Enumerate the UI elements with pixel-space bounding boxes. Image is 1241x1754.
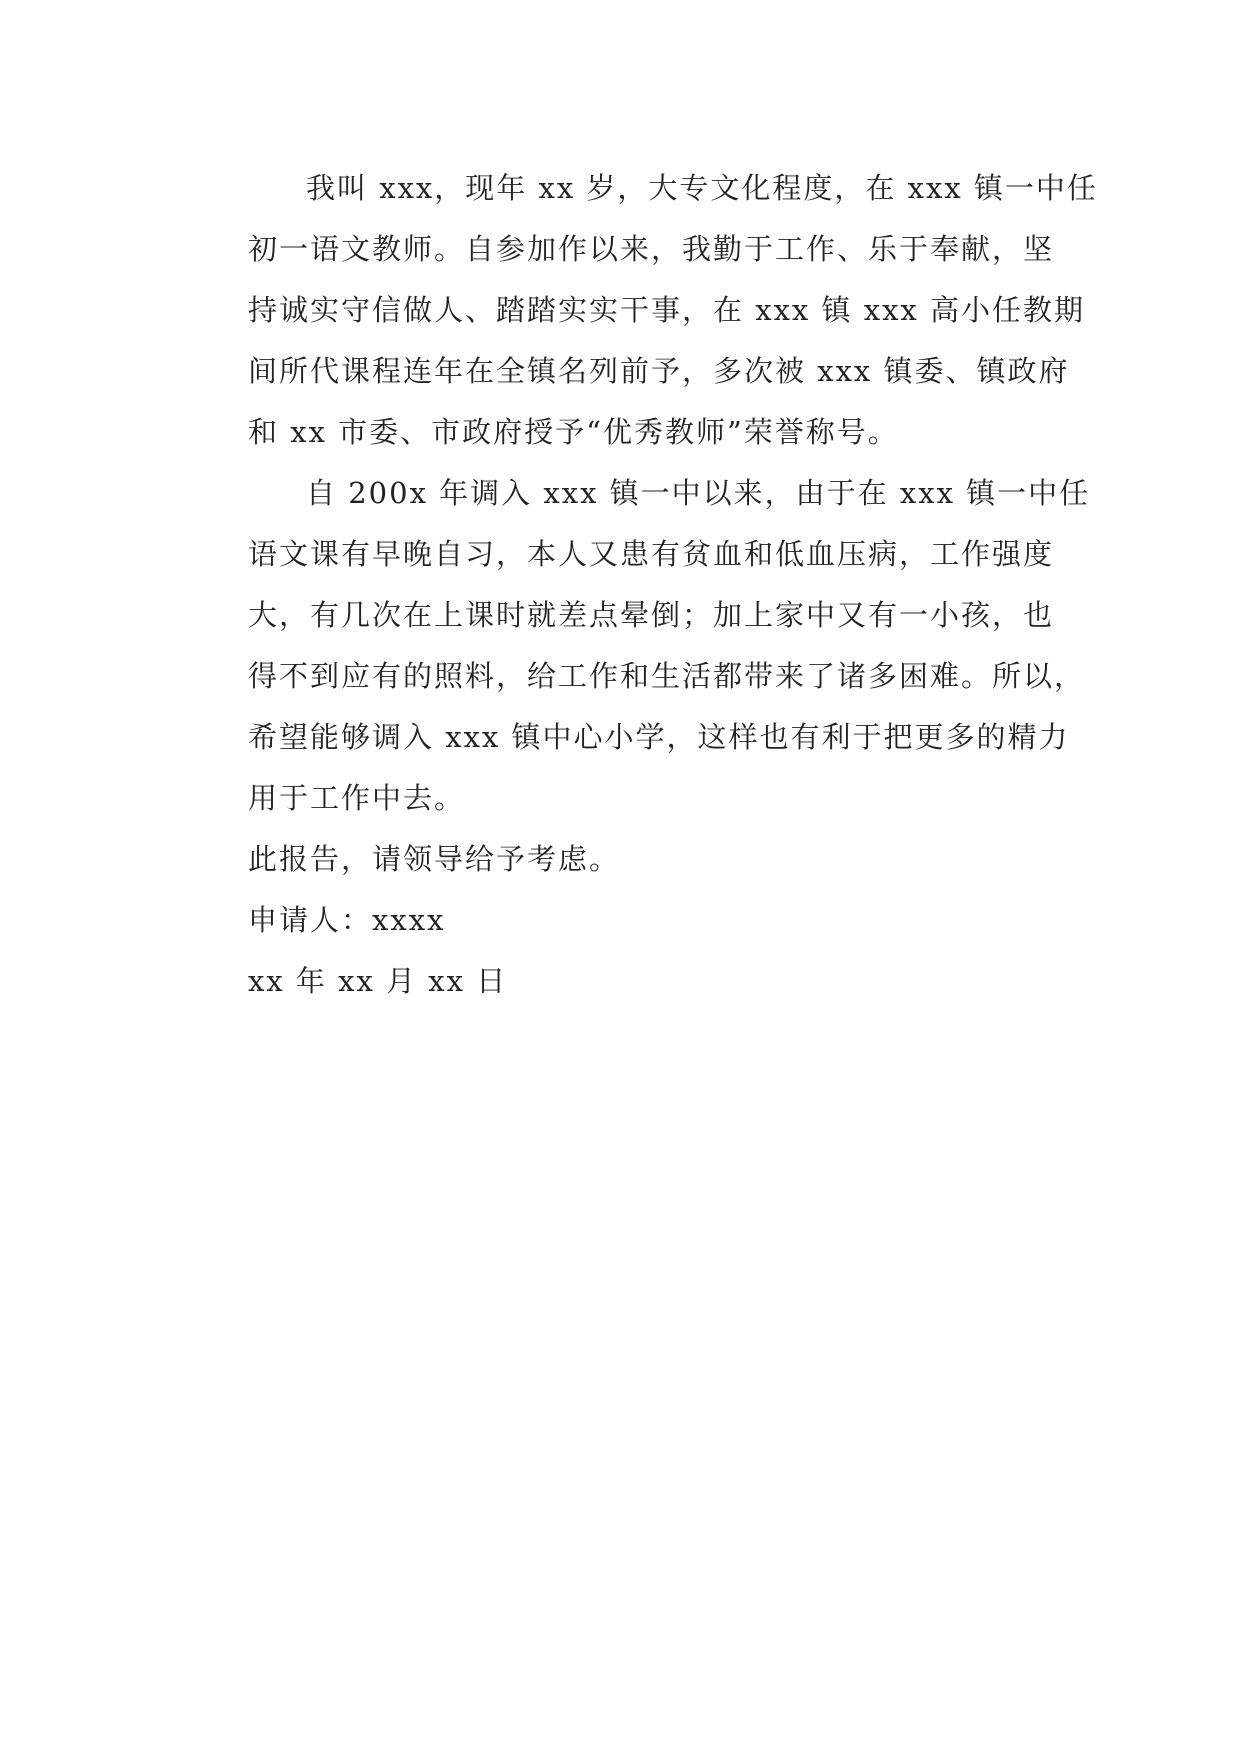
paragraph-line: 初一语文教师。自参加作以来，我勤于工作、乐于奉献，坚	[248, 232, 1055, 266]
paragraph-line: 得不到应有的照料，给工作和生活都带来了诸多困难。所以，	[248, 659, 1086, 693]
paragraph-reason	[190, 463, 1091, 829]
closing-request: 此报告，请领导给予考虑。	[248, 842, 621, 876]
paragraph-line: 希望能够调入 xxx 镇中心小学，这样也有利于把更多的精力	[248, 720, 1070, 754]
paragraph-line: 和 xx 市委、市政府授予“优秀教师”荣誉称号。	[248, 415, 899, 449]
paragraph-line: 我叫 xxx，现年 xx 岁，大专文化程度，在 xxx 镇一中任	[306, 171, 1098, 205]
document-date: xx 年 xx 月 xx 日	[248, 964, 508, 998]
applicant-signature: 申请人：xxxx	[248, 903, 446, 937]
paragraph-introduction	[190, 158, 1098, 463]
paragraph-line: 自 200x 年调入 xxx 镇一中以来，由于在 xxx 镇一中任	[306, 476, 1091, 510]
paragraph-line: 用于工作中去。	[248, 781, 466, 815]
paragraph-line: 间所代课程连年在全镇名列前予，多次被 xxx 镇委、镇政府	[248, 354, 1070, 388]
paragraph-line: 语文课有早晚自习，本人又患有贫血和低血压病，工作强度	[248, 537, 1055, 571]
paragraph-line: 大，有几次在上课时就差点晕倒；加上家中又有一小孩，也	[248, 598, 1055, 632]
document-body	[190, 158, 1098, 1012]
paragraph-line: 持诚实守信做人、踏踏实实干事，在 xxx 镇 xxx 高小任教期	[248, 293, 1086, 327]
